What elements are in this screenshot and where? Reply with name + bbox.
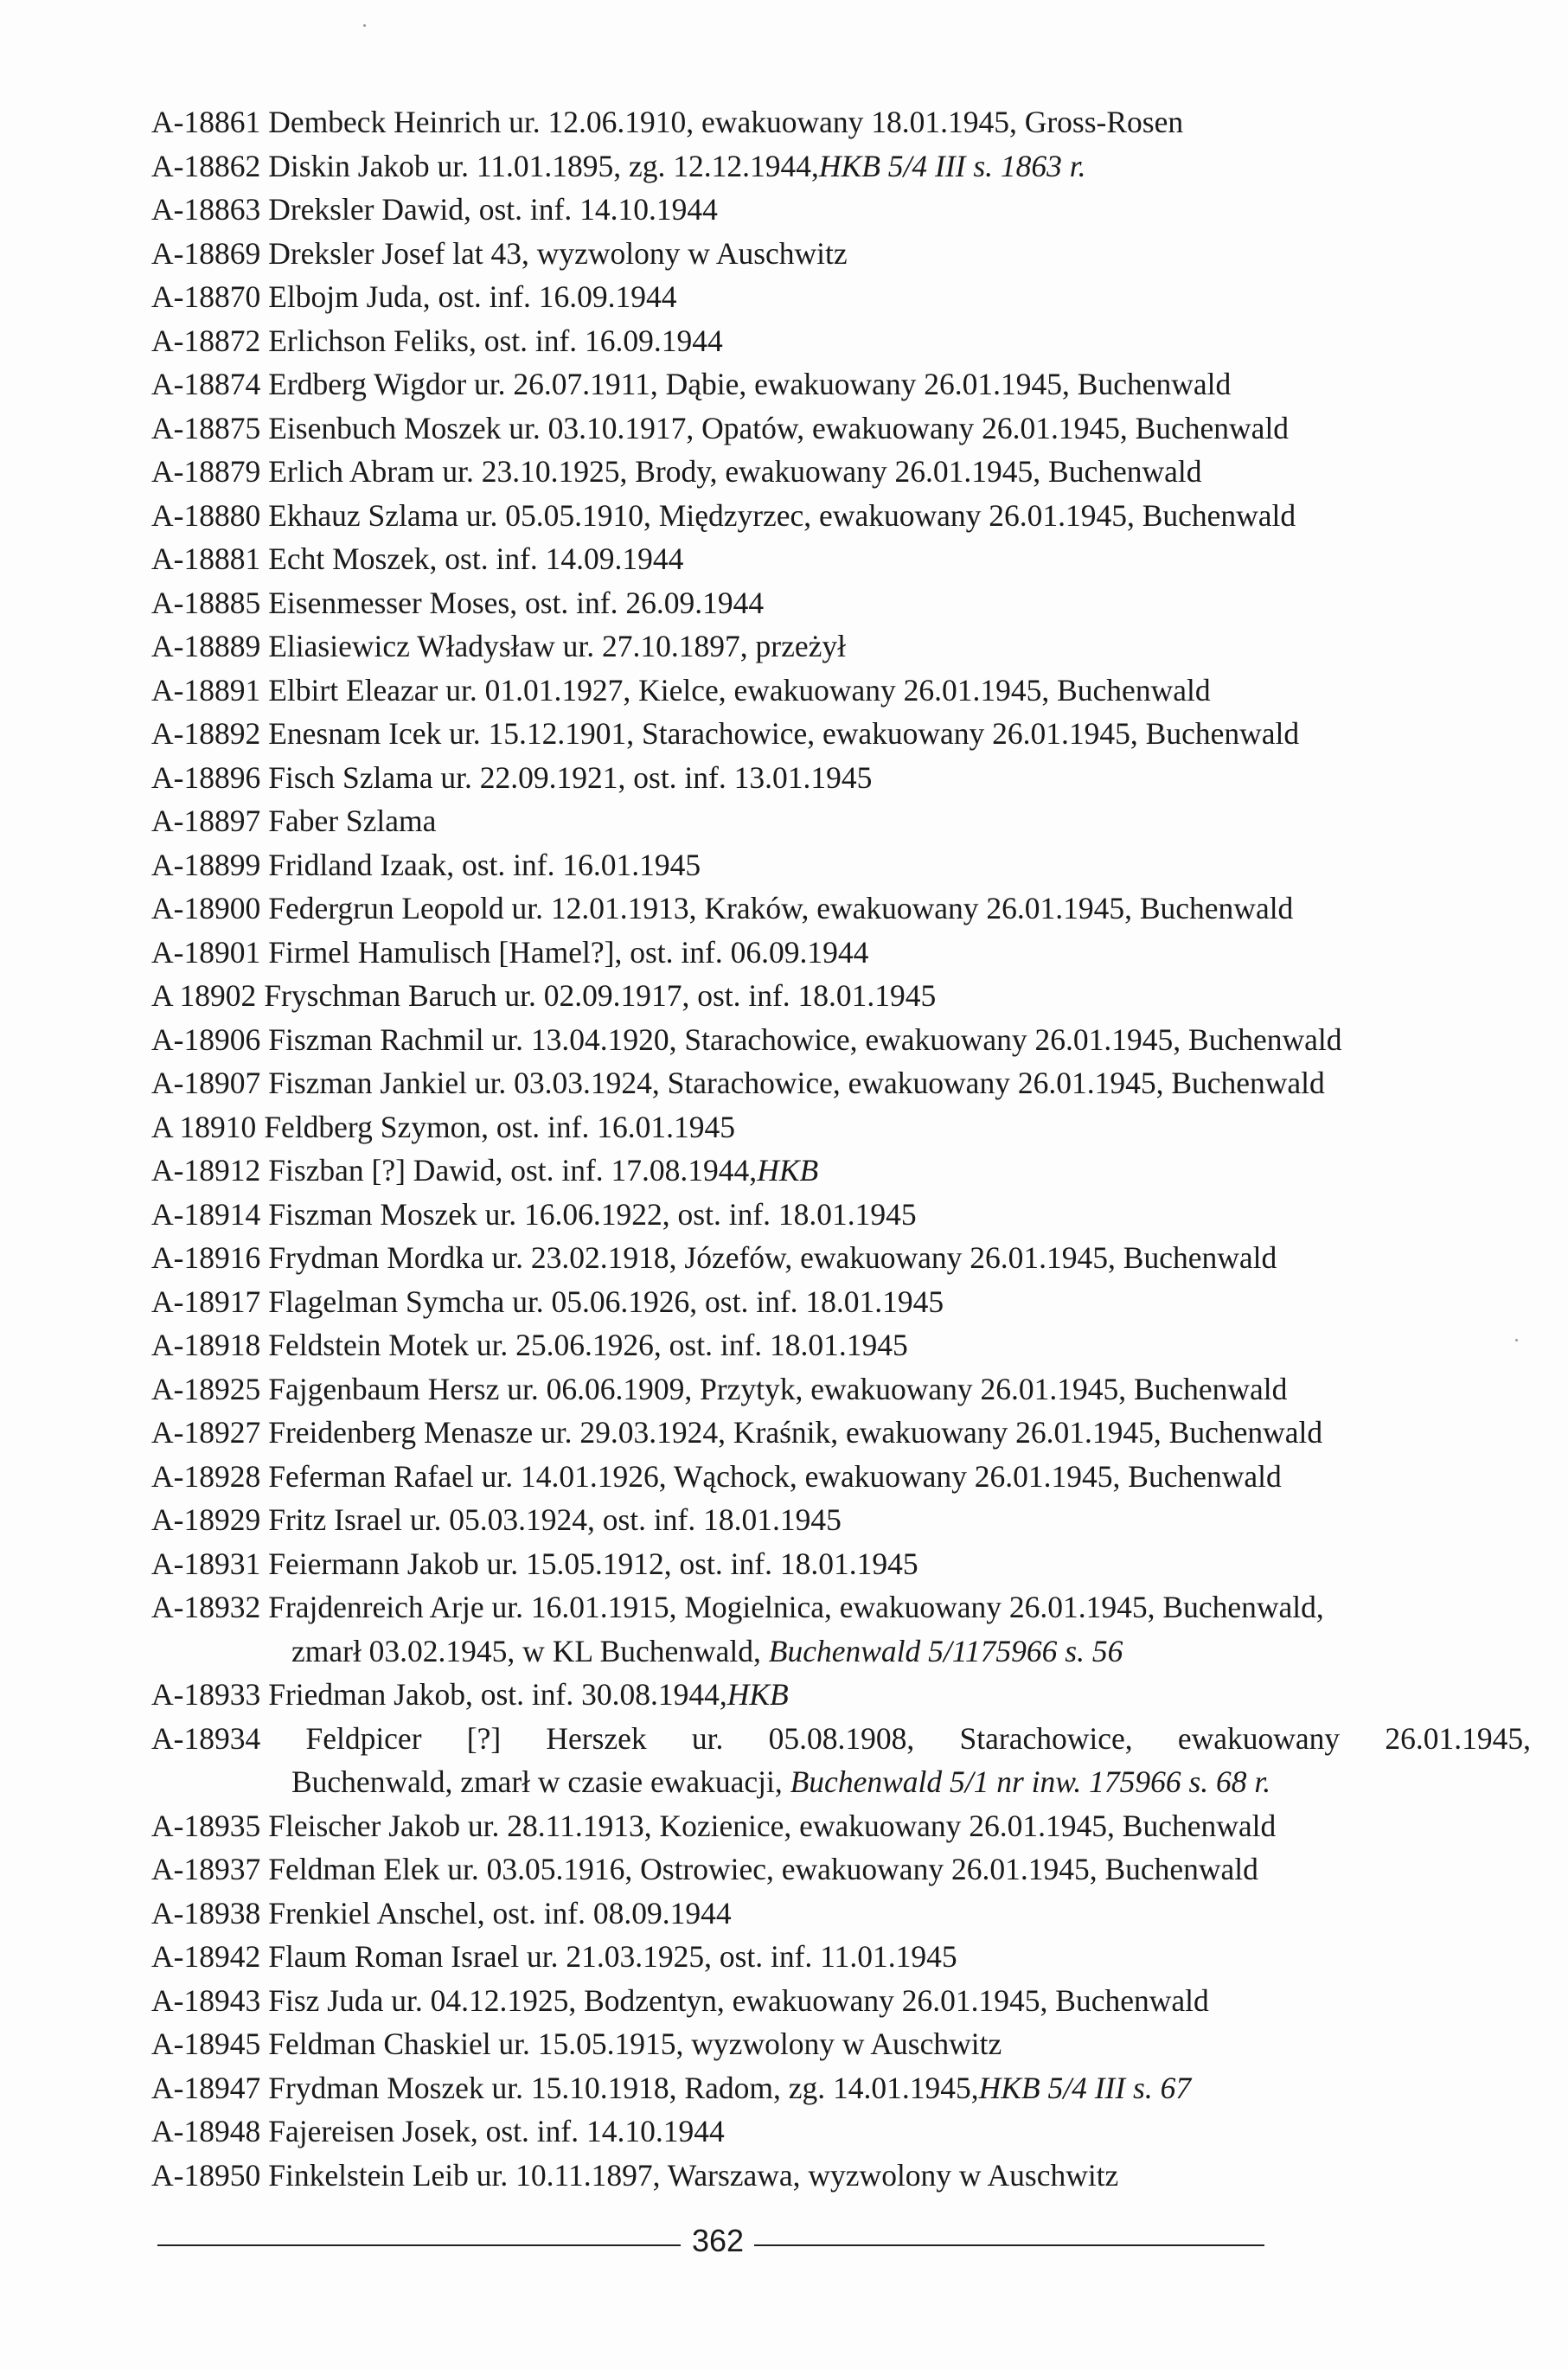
entry-number: A-18881 (151, 541, 261, 576)
entry-number: A-18896 (151, 759, 261, 795)
entry-text: Finkelstein Leib ur. 10.11.1897, Warszawa, wyzwolony w Auschwitz (268, 2157, 1119, 2193)
entry-A-18899 (151, 843, 1531, 887)
entry-text: Feldstein Motek ur. 25.06.1926, ost. inf. 18.01.1945 (268, 1328, 908, 1362)
entry-text: Fisz Juda ur. 04.12.1925, Bodzentyn, ewakuowany 26.01.1945, Buchenwald (268, 1982, 1209, 2018)
entry-text: Erlich Abram ur. 23.10.1925, Brody, ewakuowany 26.01.1945, Buchenwald (268, 454, 1202, 489)
entry-number: A-18900 (151, 891, 261, 925)
entry-A-18925 (151, 1367, 1531, 1412)
entry-number: A-18863 (151, 192, 261, 227)
scan-speck (1515, 1339, 1518, 1341)
entry-text: Frydman Moszek ur. 15.10.1918, Radom, zg. 14.01.1945, (268, 2070, 979, 2105)
entry-A-18891 (151, 669, 1531, 713)
entry-number: A-18927 (151, 1415, 261, 1450)
entry-list-main (151, 100, 1531, 1585)
entry-text: Eisenmesser Moses, ost. inf. 26.09.1944 (268, 585, 765, 620)
entry-list (151, 100, 1531, 2197)
entry-number: A-18891 (151, 672, 261, 707)
entry-text: Feldman Chaskiel ur. 15.05.1915, wyzwolony w Auschwitz (268, 2026, 1002, 2061)
entry-A-18938 (151, 1892, 1531, 1936)
entry-A-18934 (151, 1717, 1531, 1761)
entry-A-18889 (151, 624, 1531, 669)
entry-number: A-18901 (151, 934, 261, 970)
entry-number: A-18879 (151, 454, 261, 489)
page-footer (0, 2219, 1568, 2262)
entry-number: A-18942 (151, 1939, 261, 1974)
entry-A-18880 (151, 494, 1531, 538)
entry-source-reference: HKB 5/4 III s. 1863 r. (818, 148, 1086, 183)
entry-text: Frajdenreich Arje ur. 16.01.1915, Mogielnica, ewakuowany 26.01.1945, Buchenwald, (268, 1590, 1324, 1624)
entry-word: Herszek (546, 1720, 647, 1756)
entry-A-18870 (151, 275, 1531, 319)
entry-text: Ekhauz Szlama ur. 05.05.1910, Międzyrzec, ewakuowany 26.01.1945, Buchenwald (268, 497, 1296, 533)
scan-speck (363, 24, 366, 27)
entry-number: A-18918 (151, 1328, 261, 1362)
entry-text: Echt Moszek, ost. inf. 14.09.1944 (268, 541, 684, 576)
entry-A-18918 (151, 1323, 1531, 1367)
entry-number: A-18889 (151, 629, 261, 663)
entry-number: A-18861 (151, 105, 261, 139)
entry-text: Erdberg Wigdor ur. 26.07.1911, Dąbie, ewakuowany 26.01.1945, Buchenwald (268, 367, 1232, 401)
entry-A-18914 (151, 1193, 1531, 1237)
entry-A-18900 (151, 887, 1531, 931)
entry-A-18943 (151, 1979, 1531, 2023)
entry-text: Flaum Roman Israel ur. 21.03.1925, ost. inf. 11.01.1945 (268, 1939, 957, 1974)
entry-text: Fiszman Jankiel ur. 03.03.1924, Starachowice, ewakuowany 26.01.1945, Buchenwald (268, 1066, 1325, 1100)
entry-A-18933 (151, 1673, 1531, 1717)
entry-number: A-18885 (151, 585, 261, 620)
entry-A-18907 (151, 1061, 1531, 1105)
entry-number: A 18902 (151, 978, 257, 1013)
entry-text: Elbirt Eleazar ur. 01.01.1927, Kielce, ewakuowany 26.01.1945, Buchenwald (268, 672, 1211, 707)
entry-text: Fiszman Rachmil ur. 13.04.1920, Starachowice, ewakuowany 26.01.1945, Buchenwald (268, 1021, 1342, 1057)
entry-A-18932-continuation (151, 1629, 1531, 1674)
entry-A-18950 (151, 2154, 1531, 2198)
entry-number: A-18948 (151, 2114, 261, 2148)
entry-source-reference: HKB (757, 1153, 819, 1188)
entry-text: Fiszban [?] Dawid, ost. inf. 17.08.1944, (268, 1153, 758, 1188)
entry-number: A-18914 (151, 1196, 261, 1232)
entry-list-tail (151, 1804, 1531, 2198)
entry-text: Flagelman Symcha ur. 05.06.1926, ost. inf. 18.01.1945 (268, 1284, 944, 1319)
entry-text: Diskin Jakob ur. 11.01.1895, zg. 12.12.1944, (268, 148, 819, 183)
entry-number: A-18892 (151, 716, 261, 751)
entry-text: Fajgenbaum Hersz ur. 06.06.1909, Przytyk, ewakuowany 26.01.1945, Buchenwald (268, 1371, 1288, 1406)
entry-A-18935 (151, 1804, 1531, 1848)
entry-word: ewakuowany (1177, 1720, 1341, 1756)
entry-A-18942 (151, 1935, 1531, 1979)
entry-number: A-18929 (151, 1502, 261, 1537)
entry-number: A-18874 (151, 367, 261, 401)
entry-A-18869 (151, 232, 1531, 276)
entry-number: A-18945 (151, 2026, 261, 2061)
entry-text: Dreksler Dawid, ost. inf. 14.10.1944 (268, 192, 718, 227)
entry-number: A-18899 (151, 847, 261, 882)
entry-text: Eliasiewicz Władysław ur. 27.10.1897, przeżył (268, 629, 846, 663)
entry-text: Fryschman Baruch ur. 02.09.1917, ost. inf. 18.01.1945 (264, 978, 937, 1013)
entry-A-18912 (151, 1149, 1531, 1193)
entry-word: Feldpicer (305, 1720, 422, 1756)
entry-A-18916 (151, 1236, 1531, 1280)
entry-number: A-18912 (151, 1153, 261, 1188)
entry-text: Enesnam Icek ur. 15.12.1901, Starachowice, ewakuowany 26.01.1945, Buchenwald (268, 716, 1300, 751)
entry-A-18929 (151, 1498, 1531, 1542)
entry-text: Fritz Israel ur. 05.03.1924, ost. inf. 18.01.1945 (268, 1502, 842, 1537)
entry-text: Frydman Mordka ur. 23.02.1918, Józefów, ewakuowany 26.01.1945, Buchenwald (268, 1240, 1277, 1275)
entry-A-18947 (151, 2066, 1531, 2110)
entry-word: [?] (466, 1720, 502, 1756)
entry-A-18931 (151, 1542, 1531, 1586)
entry-text: Feldberg Szymon, ost. inf. 16.01.1945 (264, 1109, 735, 1144)
entry-number: A 18910 (151, 1109, 257, 1144)
entry-A-18872 (151, 319, 1531, 363)
entry-number: A-18875 (151, 410, 261, 445)
entry-word: 26.01.1945, (1385, 1720, 1531, 1756)
entry-number: A-18947 (151, 2070, 261, 2105)
entry-number: A-18933 (151, 1677, 261, 1712)
entry-A-18892 (151, 712, 1531, 756)
entry-text: Fisch Szlama ur. 22.09.1921, ost. inf. 13.01.1945 (268, 759, 873, 795)
footer-rule-left (157, 2244, 681, 2246)
entry-A-18863 (151, 188, 1531, 232)
entry-number: A-18943 (151, 1982, 261, 2018)
entry-A-18917 (151, 1280, 1531, 1324)
entry-text: Fajereisen Josek, ost. inf. 14.10.1944 (268, 2114, 725, 2148)
entry-word: ur. (691, 1720, 724, 1756)
entry-A-18881 (151, 537, 1531, 581)
entry-A-18927 (151, 1411, 1531, 1455)
entry-number: A-18935 (151, 1808, 261, 1843)
entry-A-18945 (151, 2022, 1531, 2066)
entry-A-18901 (151, 931, 1531, 975)
entry-text: Dreksler Josef lat 43, wyzwolony w Auschwitz (268, 235, 848, 271)
entry-A-18932 (151, 1585, 1531, 1629)
entry-A-18902 (151, 974, 1531, 1018)
entry-A-18896 (151, 756, 1531, 800)
entry-text: Feiermann Jakob ur. 15.05.1912, ost. inf. 18.01.1945 (268, 1546, 918, 1581)
entry-text: Feldman Elek ur. 03.05.1916, Ostrowiec, ewakuowany 26.01.1945, Buchenwald (268, 1852, 1258, 1886)
entry-A-18862 (151, 144, 1531, 189)
entry-source-reference: HKB (726, 1677, 789, 1712)
entry-A-18879 (151, 450, 1531, 494)
entry-text: Eisenbuch Moszek ur. 03.10.1917, Opatów, ewakuowany 26.01.1945, Buchenwald (268, 410, 1290, 445)
entry-text: Freidenberg Menasze ur. 29.03.1924, Kraśnik, ewakuowany 26.01.1945, Buchenwald (268, 1415, 1323, 1450)
entry-A-18885 (151, 581, 1531, 625)
entry-number: A-18925 (151, 1371, 261, 1406)
entry-number: A-18934 (151, 1720, 261, 1756)
entry-text: Friedman Jakob, ost. inf. 30.08.1944, (268, 1677, 727, 1712)
page-number: 362 (691, 2223, 745, 2258)
entry-text: Elbojm Juda, ost. inf. 16.09.1944 (268, 279, 677, 314)
entry-number: A-18938 (151, 1895, 261, 1930)
entry-number: A-18950 (151, 2157, 261, 2193)
entry-text-continuation: zmarł 03.02.1945, w KL Buchenwald, (291, 1633, 769, 1668)
entry-number: A-18872 (151, 323, 261, 358)
entry-A-18937 (151, 1847, 1531, 1892)
entry-number: A-18869 (151, 235, 261, 271)
entry-text: Faber Szlama (268, 804, 437, 838)
entry-text: Federgrun Leopold ur. 12.01.1913, Kraków, ewakuowany 26.01.1945, Buchenwald (268, 891, 1294, 925)
entry-source-reference: Buchenwald 5/1 nr inw. 175966 s. 68 r. (790, 1764, 1271, 1799)
entry-text-continuation: Buchenwald, zmarł w czasie ewakuacji, (291, 1764, 790, 1799)
entry-A-18897 (151, 799, 1531, 843)
entry-number: A-18897 (151, 804, 261, 838)
entry-text: Firmel Hamulisch [Hamel?], ost. inf. 06.09.1944 (268, 934, 869, 970)
entry-text: Frenkiel Anschel, ost. inf. 08.09.1944 (268, 1895, 732, 1930)
entry-number: A-18907 (151, 1066, 261, 1100)
entry-number: A-18916 (151, 1240, 261, 1275)
entry-number: A-18937 (151, 1852, 261, 1886)
entry-text: Feferman Rafael ur. 14.01.1926, Wąchock, ewakuowany 26.01.1945, Buchenwald (268, 1458, 1282, 1494)
entry-number: A-18932 (151, 1590, 261, 1624)
entry-number: A-18906 (151, 1021, 261, 1057)
entry-number: A-18917 (151, 1284, 261, 1319)
entry-text: Fiszman Moszek ur. 16.06.1922, ost. inf. 18.01.1945 (268, 1196, 917, 1232)
entry-number: A-18928 (151, 1458, 261, 1494)
entry-A-18948 (151, 2110, 1531, 2154)
entry-word: 05.08.1908, (768, 1720, 915, 1756)
entry-number: A-18931 (151, 1546, 261, 1581)
entry-text: Erlichson Feliks, ost. inf. 16.09.1944 (268, 323, 723, 358)
entry-A-18928 (151, 1455, 1531, 1499)
entry-text: Fleischer Jakob ur. 28.11.1913, Kozienice, ewakuowany 26.01.1945, Buchenwald (268, 1808, 1277, 1843)
entry-number: A-18870 (151, 279, 261, 314)
entry-A-18874 (151, 362, 1531, 407)
entry-text: Dembeck Heinrich ur. 12.06.1910, ewakuowany 18.01.1945, Gross-Rosen (268, 105, 1184, 139)
entry-text: Fridland Izaak, ost. inf. 16.01.1945 (268, 847, 701, 882)
entry-A-18875 (151, 407, 1531, 451)
entry-A-18906 (151, 1018, 1531, 1062)
entry-A-18910 (151, 1105, 1531, 1149)
footer-rule-right (754, 2244, 1264, 2246)
entry-A-18934-continuation (151, 1760, 1531, 1804)
entry-A-18861 (151, 100, 1531, 144)
entry-source-reference: Buchenwald 5/1175966 s. 56 (768, 1633, 1123, 1668)
entry-number: A-18880 (151, 497, 261, 533)
entry-word: Starachowice, (959, 1720, 1133, 1756)
entry-number: A-18862 (151, 148, 261, 183)
entry-source-reference: HKB 5/4 III s. 67 (978, 2070, 1192, 2105)
